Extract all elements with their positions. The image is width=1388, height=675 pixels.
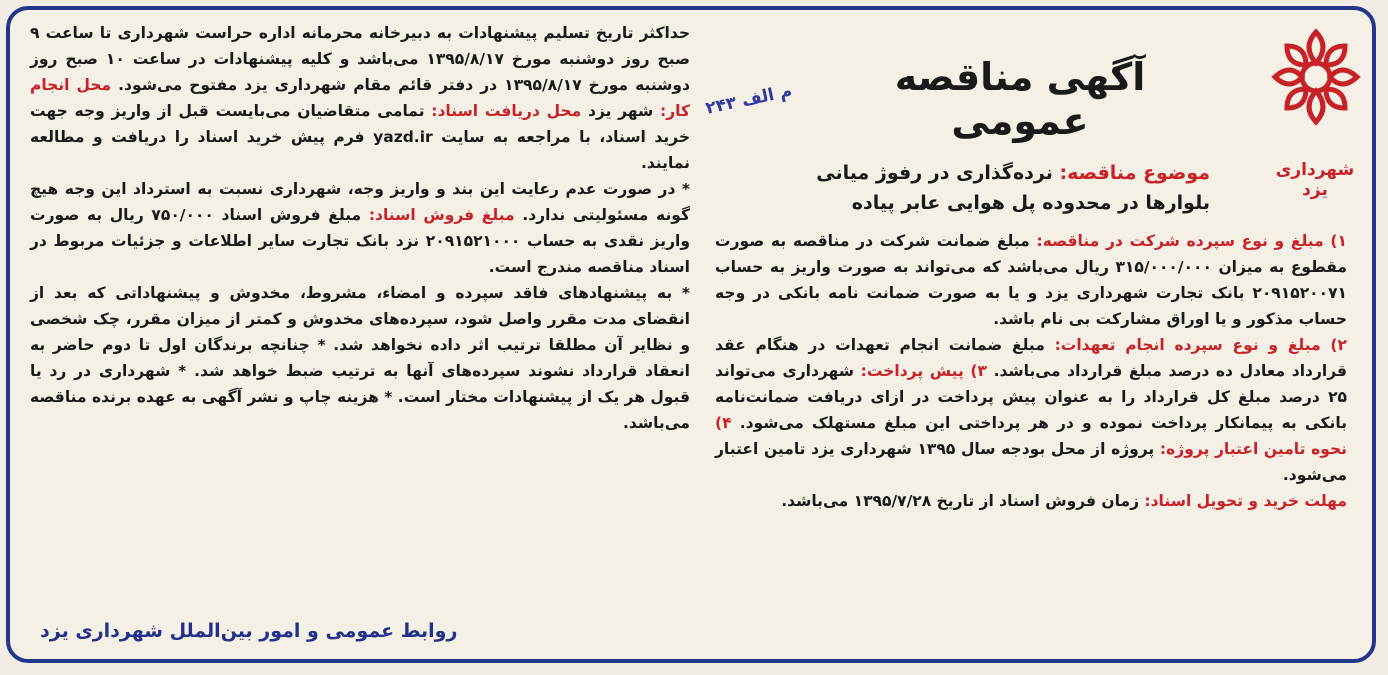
doc-sale-label: مبلغ فروش اسناد:	[368, 206, 515, 224]
section-1-text: مبلغ ضمانت شرکت در مناقصه به صورت مقطوع به میزان ۳۱۵/۰۰۰/۰۰۰ ریال می‌باشد که می‌تواند به صورت واریز به حساب ۲۰۹۱۵۲۰۰۷۱ بانک تجارت شهرداری یزد و یا به صورت ضمانت نامه بانکی در وجه حساب مذکور و یا اوراق مشارکت بی نام باشد.	[715, 232, 1347, 328]
section-5-text: زمان فروش اسناد از تاریخ ۱۳۹۵/۷/۲۸ می‌باشد.	[781, 492, 1139, 510]
section-1	[715, 228, 1347, 332]
section-4-label: ۴) نحوه تامین اعتبار پروژه:	[715, 414, 1347, 458]
section-2-label: ۲) مبلغ و نوع سپرده انجام تعهدات:	[1054, 336, 1347, 354]
footer-signature: روابط عمومی و امور بین‌الملل شهرداری یزد	[40, 620, 458, 642]
work-location-text: شهر یزد	[588, 102, 654, 120]
section-5-label: مهلت خرید و تحویل اسناد:	[1144, 492, 1347, 510]
section-2-3	[715, 332, 1347, 488]
work-location-label: محل انجام کار:	[30, 76, 690, 120]
flower-logo-icon	[1270, 22, 1362, 132]
subject-label: موضوع مناقصه:	[1059, 162, 1210, 184]
section-3-label: ۳) پیش پرداخت:	[860, 362, 987, 380]
details-column	[30, 20, 690, 436]
reference-stamp: م الف ۲۴۳	[703, 81, 795, 119]
left-paragraph-1	[30, 20, 690, 176]
section-2-text: مبلغ ضمانت انجام تعهدات در هنگام عقد قرارداد معادل ده درصد مبلغ قرارداد می‌باشد.	[715, 336, 1348, 380]
section-1-label: ۱) مبلغ و نوع سپرده شرکت در مناقصه:	[1036, 232, 1347, 250]
docs-location-label: محل دریافت اسناد:	[431, 102, 582, 120]
docs-location-text: تمامی متقاضیان می‌بایست قبل از واریز وجه جهت خرید اسناد، با مراجعه به سایت yazd.ir فرم پیش خرید اسناد را دریافت و مطالعه نمایند.	[30, 102, 690, 172]
doc-sale-text: مبلغ فروش اسناد ۷۵۰/۰۰۰ ریال به صورت واریز نقدی به حساب ۲۰۹۱۵۲۱۰۰۰ نزد بانک تجارت سایر اطلاعات و جزئیات مربوط در اسناد مناقصه مندرج است.	[30, 206, 690, 276]
refund-text: * در صورت عدم رعایت این بند و واریز وجه، شهرداری نسبت به استرداد این وجه هیچ گونه مسئولیتی ندارد.	[30, 180, 691, 224]
left-paragraph-3	[30, 280, 690, 436]
submission-text: حداکثر تاریخ تسلیم پیشنهادات به دبیرخانه محرمانه اداره حراست شهرداری تا ساعت ۹ صبح روز دوشنبه مورخ ۱۳۹۵/۸/۱۷ می‌باشد و کلیه پیشنهادات در ساعت ۱۰ صبح روز دوشنبه مورخ ۱۳۹۵/۸/۱۷ در دفتر قائم مقام شهرداری یزد مفتوح می‌شود.	[30, 24, 691, 94]
municipality-logo	[1270, 22, 1362, 182]
section-3-text: شهرداری می‌تواند ۲۵ درصد مبلغ کل قرارداد را به عنوان پیش پرداخت در ازای دریافت ضمانت‌نامه بانکی به پیمانکار پرداخت نموده و در هر پرداختی این مبلغ مستهلک می‌شود.	[715, 362, 1347, 432]
terms-text: * به پیشنهادهای فاقد سپرده و امضاء، مشروط، مخدوش و پیشنهاداتی که بعد از انقضای مدت مقرر واصل شود، سپرده‌های مخدوش و کمتر از میزان مقرر، چک شخصی و نظایر آن مطلقا ترتیب اثر داده نخواهد شد. * چنانچه برندگان اول تا دوم حاضر به انعقاد قرارداد نشوند سپرده‌های آنها به ترتیب ضبط خواهد شد. * شهرداری در رد یا قبول هر یک از پیشنهادات مختار است. * هزینه چاپ و نشر آگهی به عهده برنده مناقصه می‌باشد.	[30, 284, 690, 432]
logo-caption: شهرداری یزد	[1275, 160, 1355, 200]
section-4-text: پروژه از محل بودجه سال ۱۳۹۵ شهرداری یزد تامین اعتبار می‌شود.	[715, 440, 1347, 484]
section-5	[715, 488, 1347, 514]
conditions-column	[715, 228, 1347, 514]
subject-text: نرده‌گذاری در رفوژ میانی بلوارها در محدوده پل هوایی عابر پیاده	[816, 162, 1210, 214]
page-title: آگهی مناقصه عمومی	[894, 55, 1146, 143]
left-paragraph-2	[30, 176, 690, 280]
subject	[755, 158, 1210, 218]
